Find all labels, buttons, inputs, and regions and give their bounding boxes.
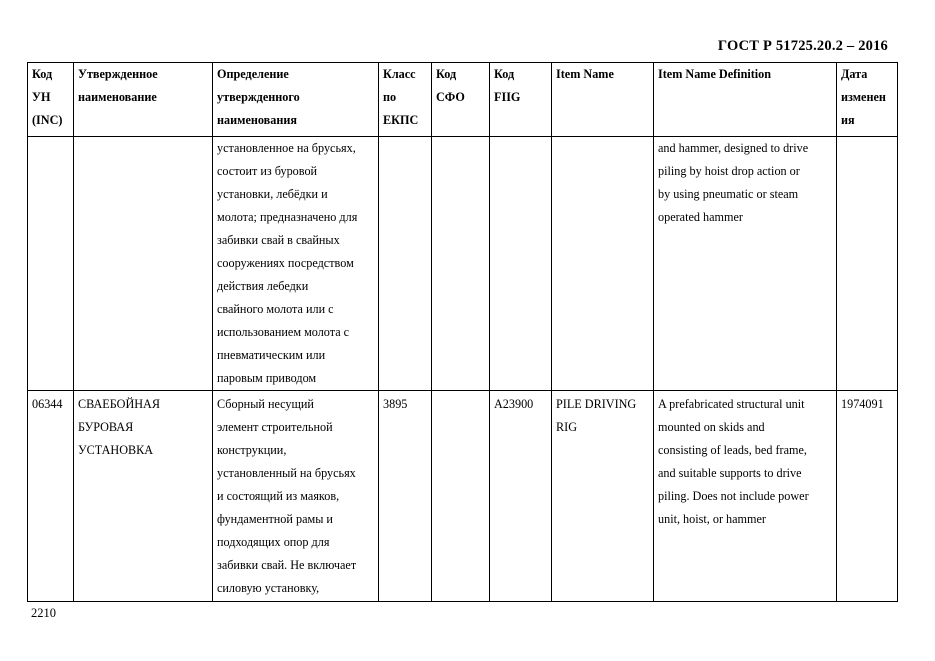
column-header-definition-ru: Определение утвержденного наименования — [213, 63, 379, 137]
column-header-approved-name: Утвержденное наименование — [74, 63, 213, 137]
nomenclature-table — [27, 62, 898, 602]
table-header-row — [28, 63, 898, 137]
cell-definition-ru: установленное на брусьях, состоит из буровой установки, лебёдки и молота; предназначено для забивки свай в свайных сооружениях посредством действия лебедки свайного молота или с использованием молота с пневматическим или паровым приводом — [213, 137, 379, 391]
page-number: 2210 — [31, 606, 56, 620]
cell-inc — [28, 137, 74, 391]
cell-approved-name: СВАЕБОЙНАЯ БУРОВАЯ УСТАНОВКА — [74, 391, 213, 602]
cell-item-name — [552, 137, 654, 391]
cell-inc: 06344 — [28, 391, 74, 602]
cell-ekps-class: 3895 — [379, 391, 432, 602]
column-header-ekps-class: Класс по ЕКПС — [379, 63, 432, 137]
cell-ekps-class — [379, 137, 432, 391]
cell-definition-ru: Сборный несущий элемент строительной конструкции, установленный на брусьях и состоящий из маяков, фундаментной рамы и подходящих опор для забивки свай. Не включает силовую установку, — [213, 391, 379, 602]
cell-item-name: PILE DRIVING RIG — [552, 391, 654, 602]
cell-fiig-code — [490, 137, 552, 391]
table-row — [28, 391, 898, 602]
column-header-inc: Код УН (INC) — [28, 63, 74, 137]
table-row-continuation — [28, 137, 898, 391]
cell-fiig-code: A23900 — [490, 391, 552, 602]
column-header-change-date: Дата изменен ия — [837, 63, 898, 137]
column-header-item-name: Item Name — [552, 63, 654, 137]
cell-change-date: 1974091 — [837, 391, 898, 602]
cell-change-date — [837, 137, 898, 391]
cell-item-name-definition: A prefabricated structural unit mounted on skids and consisting of leads, bed frame, and suitable supports to drive piling. Does not include power unit, hoist, or hammer — [654, 391, 837, 602]
cell-sfo-code — [432, 137, 490, 391]
document-standard-header: ГОСТ Р 51725.20.2 – 2016 — [717, 38, 888, 54]
cell-approved-name — [74, 137, 213, 391]
cell-item-name-definition: and hammer, designed to drive piling by hoist drop action or by using pneumatic or steam operated hammer — [654, 137, 837, 391]
column-header-fiig-code: Код FIIG — [490, 63, 552, 137]
cell-sfo-code — [432, 391, 490, 602]
column-header-sfo-code: Код СФО — [432, 63, 490, 137]
column-header-item-name-definition: Item Name Definition — [654, 63, 837, 137]
